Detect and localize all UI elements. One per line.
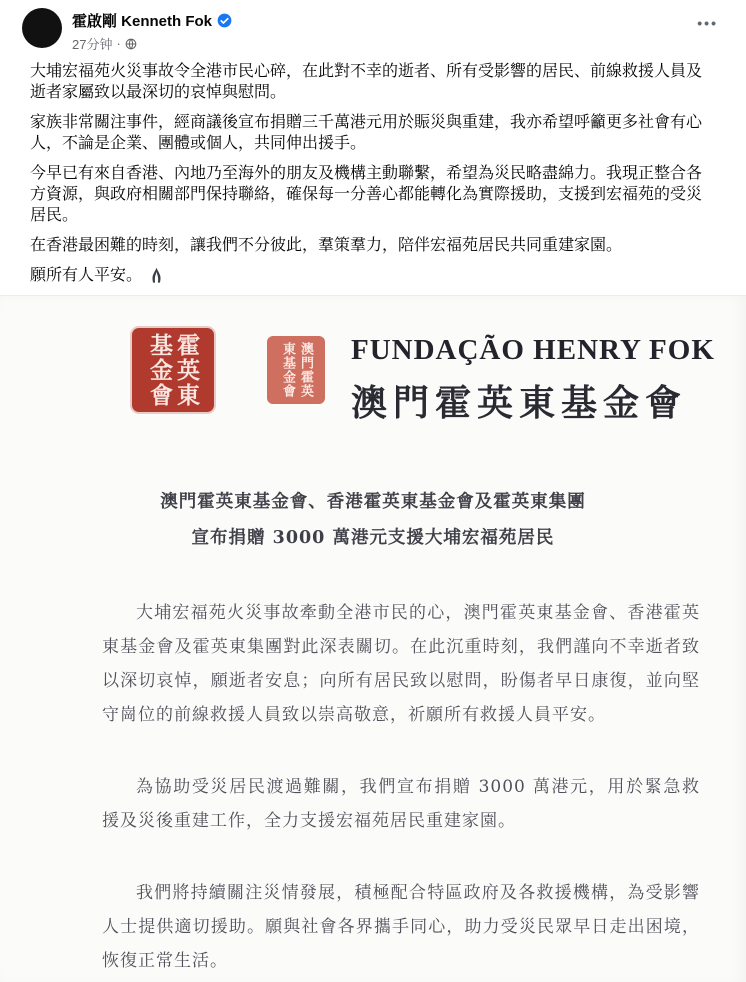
meta-separator: · <box>116 36 121 51</box>
statement-image[interactable] <box>0 295 746 982</box>
globe-icon <box>125 38 137 50</box>
statement-headline-line1: 澳門霍英東基金會、香港霍英東基金會及霍英東集團 <box>160 492 586 512</box>
statement-paragraph: 我們將持續關注災情發展，積極配合特區政府及各救援機構，為受影響人士提供適切援助。願與社會各界攜手同心，助力受災民眾早日走出困境，恢復正常生活。 <box>102 883 700 971</box>
post-paragraph: 大埔宏福苑火災事故令全港市民心碎，在此對不幸的逝者、所有受影響的居民、前線救援人員及逝者家屬致以最深切的哀悼與慰問。 <box>30 63 703 101</box>
org-names <box>351 328 715 426</box>
statement-body <box>102 596 700 978</box>
avatar[interactable] <box>22 8 62 48</box>
post-text <box>30 61 716 286</box>
more-options-icon[interactable]: ••• <box>697 15 718 31</box>
post-paragraph: 今早已有來自香港、內地乃至海外的朋友及機構主動聯繫，希望為災民略盡綿力。我現正整合各方資源，與政府相關部門保持聯絡，確保每一分善心都能轉化為實際援助，支援到宏福苑的受災居民。 <box>30 165 703 224</box>
org-name-en: FUNDAÇÃO HENRY FOK <box>351 334 715 366</box>
statement-headline <box>0 484 746 556</box>
verified-badge-icon <box>217 13 232 28</box>
statement-paragraph: 大埔宏福苑火災事故牽動全港市民的心，澳門霍英東基金會、香港霍英東基金會及霍英東集團對此深表關切。在此沉重時刻，我們謹向不幸逝者致以深切哀悼，願逝者安息；向所有居民致以慰問，盼傷者早日康復，並向堅守崗位的前線救援人員致以崇高敬意，祈願所有救援人員平安。 <box>102 603 700 725</box>
header-text <box>72 8 232 53</box>
post-timestamp[interactable]: 27分钟 <box>72 37 113 52</box>
statement-paragraph: 為協助受災居民渡過難關，我們宣布捐贈 3000 萬港元，用於緊急救援及災後重建工作，全力支援宏福苑居民重建家園。 <box>102 777 700 831</box>
foundation-seal-icon: 霍英東基金會 <box>132 328 214 412</box>
post-paragraph: 家族非常關注事件，經商議後宣布捐贈三千萬港元用於賑災與重建，我亦希望呼籲更多社會有心人，不論是企業、團體或個人，共同伸出援手。 <box>30 114 703 152</box>
post-paragraph: 願所有人平安。 <box>30 265 716 286</box>
post-header <box>0 0 746 53</box>
macau-seal-icon: 澳門霍英東基金會 <box>267 336 325 404</box>
post-paragraph: 在香港最困難的時刻，讓我們不分彼此，羣策羣力，陪伴宏福苑居民共同重建家園。 <box>30 237 623 254</box>
praying-hands-icon <box>148 267 165 284</box>
letterhead <box>132 328 746 426</box>
author-name[interactable]: 霍啟剛 Kenneth Fok <box>72 13 213 30</box>
statement-headline-line2: 宣布捐贈 3000 萬港元支援大埔宏福苑居民 <box>191 528 555 548</box>
org-name-zh: 澳門霍英東基金會 <box>351 382 688 424</box>
